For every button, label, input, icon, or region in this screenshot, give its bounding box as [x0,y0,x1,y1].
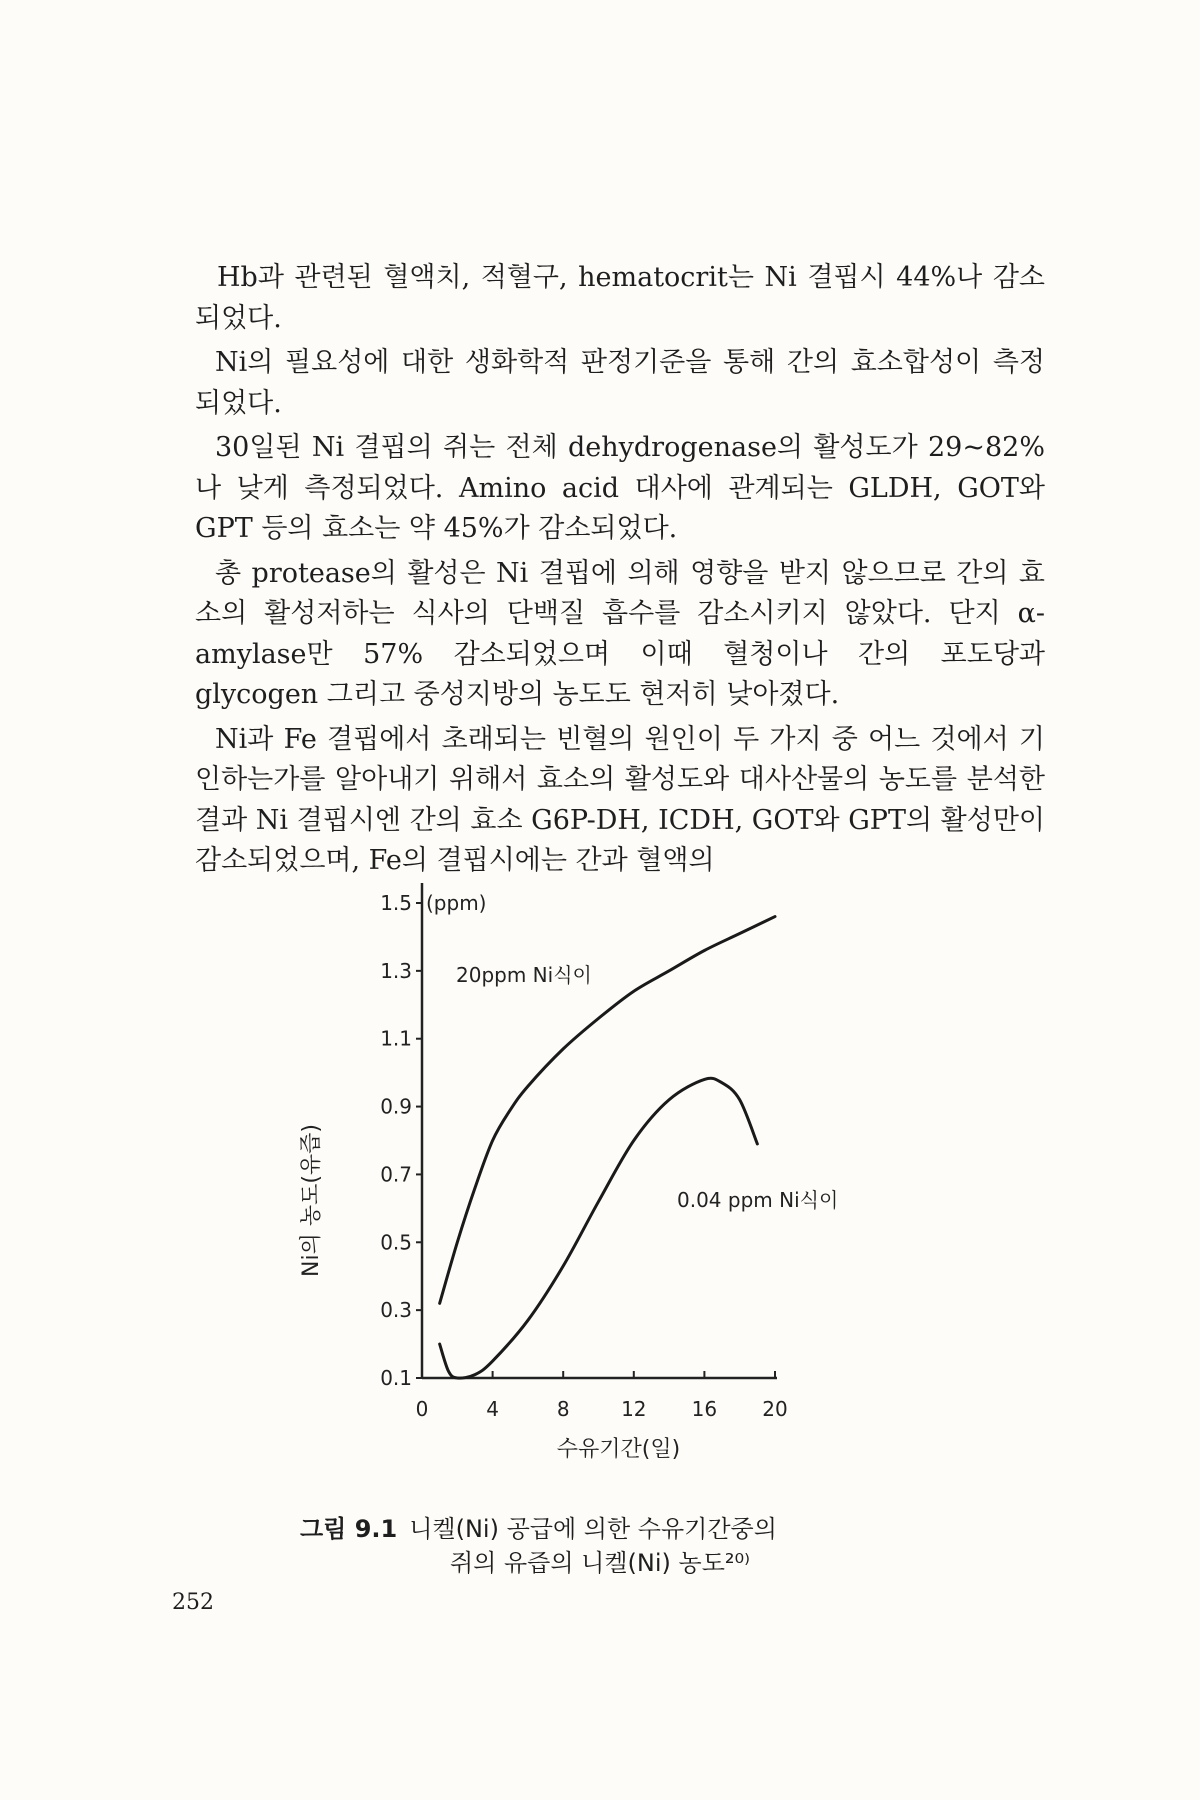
x-tick-label: 4 [486,1397,499,1421]
paragraph: Ni의 필요성에 대한 생화학적 판정기준을 통해 간의 효소합성이 측정되었다. [195,347,1045,419]
paragraph: 30일된 Ni 결핍의 쥐는 전체 dehydrogenase의 활성도가 29~82%나 낮게 측정되었다. Amino acid 대사에 관계되는 GLDH, GOT와 GPT 등의 효소는 약 45%가 감소되었다. [195,432,1045,544]
y-tick-label: 1.1 [380,1026,412,1051]
x-tick-label: 0 [415,1397,429,1421]
paragraph: Ni과 Fe 결핍에서 초래되는 빈혈의 원인이 두 가지 중 어느 것에서 기인하는가를 알아내기 위해서 효소의 활성도와 대사산물의 농도를 분석한 결과 Ni 결핍시엔 간의 효소 G6P-DH, ICDH, GOT와 GPT의 활성만이 감소되었으며, Fe의 결핍시에는 간과 혈액의 [195,723,1045,876]
chart-axes [416,883,777,1378]
figure-caption [300,1512,940,1580]
x-axis-label: 수유기간(일) [556,1437,681,1462]
y-tick-label: 0.5 [380,1230,412,1255]
y-tick-label: 0.7 [380,1162,412,1187]
y-tick-label: 1.3 [380,958,412,983]
y-tick-label: 0.9 [380,1094,412,1119]
series-label-1: 20ppm Ni식이 [456,963,592,987]
caption-line-2: 쥐의 유즙의 니켈(Ni) 농도²⁰⁾ [450,1549,751,1577]
figure-number: 그림 9.1 [300,1515,398,1543]
paragraph: Hb과 관련된 혈액치, 적혈구, hematocrit는 Ni 결핍시 44%나 감소되었다. [195,262,1045,334]
y-tick-label: 1.5 [380,891,412,915]
page-number: 252 [172,1590,214,1615]
y-axis-unit: (ppm) [426,891,487,915]
paragraph: 총 protease의 활성은 Ni 결핍에 의해 영향을 받지 않으므로 간의 효소의 활성저하는 식사의 단백질 흡수를 감소시키지 않았다. 단지 α-amylase만 57% 감소되었으며 이때 혈청이나 간의 포도당과 glycogen 그리고 중성지방의 농도도 현저히 낮아졌다. [195,557,1045,710]
series-line-2 [440,1078,758,1378]
y-tick-label: 0.3 [380,1298,412,1323]
y-axis-label: Ni의 농도(유즙) [299,1124,324,1277]
y-tick-label: 0.1 [380,1366,412,1390]
caption-line-1: 니켈(Ni) 공급에 의한 수유기간중의 [409,1515,777,1543]
x-tick-label: 20 [762,1397,788,1421]
series-label-2: 0.04 ppm Ni식이 [677,1188,839,1212]
x-tick-label: 12 [621,1397,647,1421]
chart-labels [299,891,838,1462]
x-tick-label: 8 [556,1397,570,1421]
x-tick-label: 16 [691,1397,718,1421]
